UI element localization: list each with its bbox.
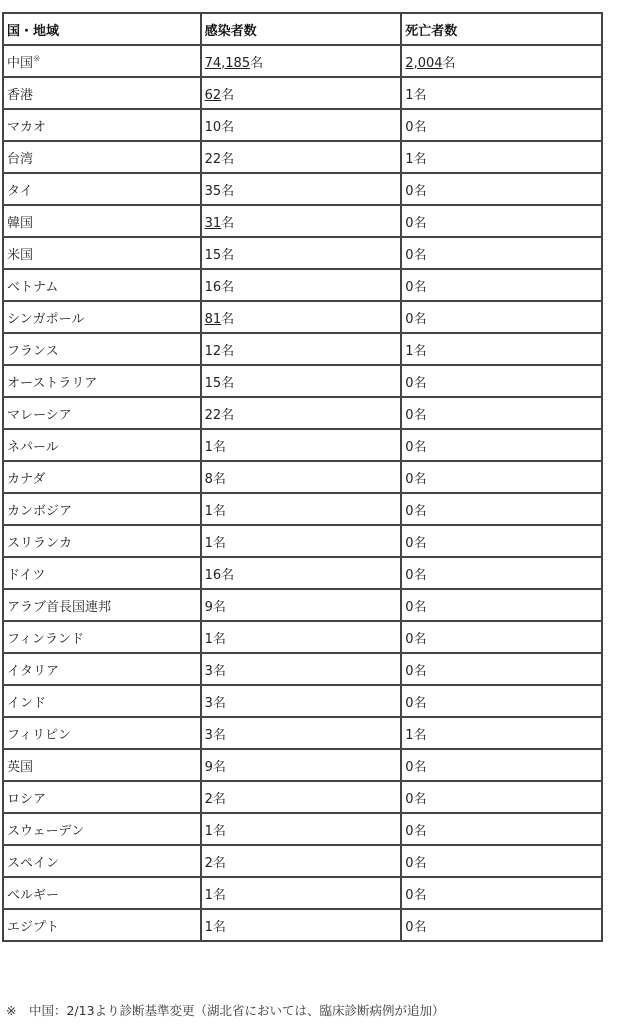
deaths-cell [401,77,602,109]
cases-cell [201,589,402,621]
deaths-cell [401,397,602,429]
unit-label: 名 [221,343,235,359]
region-name: 韓国 [7,215,34,231]
deaths-value: 0 [405,759,414,775]
deaths-value: 0 [405,663,414,679]
cases-cell [201,141,402,173]
region-cell [3,589,201,621]
region-cell [3,877,201,909]
unit-label: 名 [212,791,226,807]
deaths-value: 0 [405,823,414,839]
region-name: 台湾 [7,151,34,167]
unit-label: 名 [221,247,235,263]
cases-cell [201,365,402,397]
cases-value: 1 [204,503,213,519]
table-row [3,813,602,845]
region-cell [3,909,201,941]
region-name: マレーシア [7,407,72,423]
region-name: ドイツ [7,567,46,583]
cases-cell [201,653,402,685]
cases-value-link[interactable]: 81 [204,311,222,327]
unit-label: 名 [413,439,427,455]
table-row [3,749,602,781]
cases-cell [201,749,402,781]
unit-label: 名 [413,247,427,263]
region-cell [3,845,201,877]
deaths-cell [401,333,602,365]
unit-label: 名 [212,471,226,487]
cases-value: 3 [204,727,213,743]
cases-value: 1 [204,439,213,455]
region-cell [3,653,201,685]
footnote-mark: ※ [33,54,41,65]
unit-label: 名 [212,855,226,871]
deaths-value: 0 [405,535,414,551]
cases-value: 15 [204,247,222,263]
region-cell [3,685,201,717]
cases-value-link[interactable]: 74,185 [204,55,251,71]
table-row [3,845,602,877]
region-name: ベトナム [7,279,59,295]
unit-label: 名 [212,823,226,839]
deaths-cell [401,205,602,237]
unit-label: 名 [413,87,427,103]
cases-cell [201,909,402,941]
deaths-value: 1 [405,151,414,167]
cases-value: 22 [204,151,222,167]
unit-label: 名 [413,727,427,743]
deaths-value: 1 [405,727,414,743]
cases-value: 1 [204,887,213,903]
unit-label: 名 [212,919,226,935]
cases-cell [201,813,402,845]
cases-value: 15 [204,375,222,391]
unit-label: 名 [250,55,264,71]
region-name: イタリア [7,663,60,679]
cases-cell [201,301,402,333]
region-name: シンガポール [7,311,85,327]
table-row [3,173,602,205]
unit-label: 名 [221,311,235,327]
region-name: オーストラリア [7,375,98,391]
deaths-cell [401,557,602,589]
deaths-cell [401,429,602,461]
cases-cell [201,685,402,717]
deaths-value: 0 [405,247,414,263]
region-name: タイ [7,183,33,199]
deaths-cell [401,749,602,781]
region-name: スウェーデン [7,823,85,839]
region-cell [3,205,201,237]
unit-label: 名 [221,279,235,295]
region-name: インド [7,695,47,711]
deaths-value: 0 [405,631,414,647]
deaths-value: 0 [405,311,414,327]
table-row [3,653,602,685]
unit-label: 名 [212,535,226,551]
region-name: フィリピン [7,727,71,743]
deaths-cell [401,45,602,77]
region-cell [3,493,201,525]
region-cell [3,141,201,173]
cases-cell [201,461,402,493]
cases-cell [201,557,402,589]
cases-cell [201,109,402,141]
region-cell [3,77,201,109]
region-cell [3,173,201,205]
cases-value: 9 [204,759,213,775]
region-cell [3,301,201,333]
unit-label: 名 [413,503,427,519]
cases-value: 16 [204,567,222,583]
unit-label: 名 [413,311,427,327]
unit-label: 名 [413,343,427,359]
deaths-value: 0 [405,791,414,807]
deaths-value: 0 [405,887,414,903]
deaths-cell [401,781,602,813]
unit-label: 名 [413,695,427,711]
cases-value-link[interactable]: 62 [204,87,222,103]
unit-label: 名 [413,407,427,423]
unit-label: 名 [212,631,226,647]
footnote: ※ 中国：2/13より診断基準変更（湖北省においては、臨床診断病例が追加） [6,1003,445,1018]
cases-value: 1 [204,535,213,551]
table-row [3,781,602,813]
region-name: スペイン [7,855,60,871]
cases-cell [201,717,402,749]
deaths-value: 0 [405,407,414,423]
cases-value: 10 [204,119,222,135]
region-name: 米国 [7,247,34,263]
table-row [3,301,602,333]
cases-value: 1 [204,631,213,647]
region-cell [3,269,201,301]
cases-cell [201,845,402,877]
deaths-cell [401,589,602,621]
region-cell [3,333,201,365]
cases-cell [201,397,402,429]
cases-value: 35 [204,183,222,199]
deaths-value: 0 [405,471,414,487]
region-cell [3,461,201,493]
cases-cell [201,205,402,237]
deaths-cell [401,493,602,525]
cases-cell [201,621,402,653]
cases-value: 16 [204,279,222,295]
unit-label: 名 [413,183,427,199]
deaths-value: 0 [405,503,414,519]
unit-label: 名 [413,663,427,679]
deaths-cell [401,461,602,493]
unit-label: 名 [212,663,226,679]
region-name: カナダ [7,471,46,487]
unit-label: 名 [221,567,235,583]
cases-value: 1 [204,823,213,839]
cases-value: 1 [204,919,213,935]
unit-label: 名 [212,503,226,519]
deaths-value: 1 [405,343,414,359]
cases-value: 2 [204,855,213,871]
unit-label: 名 [221,183,235,199]
table-row [3,621,602,653]
cases-cell [201,333,402,365]
cases-cell [201,781,402,813]
table-row [3,429,602,461]
deaths-cell [401,237,602,269]
deaths-value: 1 [405,87,414,103]
cases-cell [201,77,402,109]
unit-label: 名 [413,855,427,871]
region-cell [3,813,201,845]
table-row [3,717,602,749]
region-name: フランス [7,343,59,359]
region-name: 中国 [7,55,34,71]
unit-label: 名 [221,375,235,391]
table-row [3,365,602,397]
region-name: ベルギー [7,887,60,903]
table-row [3,77,602,109]
cases-cell [201,493,402,525]
cases-cell [201,173,402,205]
deaths-cell [401,173,602,205]
unit-label: 名 [413,823,427,839]
table-row [3,269,602,301]
region-cell [3,397,201,429]
header-cases: 感染者数 [201,13,402,45]
region-name: 英国 [7,759,34,775]
table-row [3,461,602,493]
cases-cell [201,237,402,269]
header-row [3,13,602,45]
cases-cell [201,429,402,461]
unit-label: 名 [212,727,226,743]
unit-label: 名 [221,215,235,231]
region-cell [3,557,201,589]
unit-label: 名 [413,887,427,903]
deaths-value: 0 [405,599,414,615]
unit-label: 名 [413,151,427,167]
table-row [3,557,602,589]
table-row [3,909,602,941]
unit-label: 名 [212,439,226,455]
deaths-value: 0 [405,119,414,135]
table-row [3,237,602,269]
infection-table [2,12,603,942]
region-name: エジプト [7,919,60,935]
table-row [3,525,602,557]
table-row [3,685,602,717]
deaths-cell [401,365,602,397]
region-cell [3,109,201,141]
unit-label: 名 [413,567,427,583]
deaths-value: 0 [405,855,414,871]
deaths-cell [401,621,602,653]
table-row [3,141,602,173]
cases-cell [201,877,402,909]
unit-label: 名 [212,695,226,711]
header-deaths: 死亡者数 [401,13,602,45]
deaths-cell [401,301,602,333]
region-cell [3,717,201,749]
deaths-cell [401,653,602,685]
deaths-value-link[interactable]: 2,004 [405,55,443,71]
deaths-value: 0 [405,375,414,391]
region-cell [3,365,201,397]
region-name: ロシア [7,791,47,807]
table-row [3,397,602,429]
table-row [3,205,602,237]
unit-label: 名 [221,87,235,103]
cases-value: 2 [204,791,213,807]
deaths-value: 0 [405,279,414,295]
deaths-cell [401,717,602,749]
unit-label: 名 [413,215,427,231]
cases-cell [201,269,402,301]
deaths-cell [401,909,602,941]
deaths-cell [401,525,602,557]
deaths-cell [401,813,602,845]
region-cell [3,525,201,557]
deaths-cell [401,845,602,877]
region-name: スリランカ [7,535,73,551]
table-row [3,877,602,909]
deaths-value: 0 [405,439,414,455]
unit-label: 名 [413,119,427,135]
cases-cell [201,45,402,77]
unit-label: 名 [413,791,427,807]
deaths-value: 0 [405,567,414,583]
table-row [3,45,602,77]
unit-label: 名 [413,375,427,391]
unit-label: 名 [413,599,427,615]
deaths-cell [401,877,602,909]
unit-label: 名 [221,407,235,423]
region-cell [3,237,201,269]
table-row [3,493,602,525]
header-region: 国・地域 [3,13,201,45]
table-row [3,589,602,621]
unit-label: 名 [413,279,427,295]
region-name: 香港 [7,87,34,103]
deaths-cell [401,685,602,717]
unit-label: 名 [212,759,226,775]
cases-value: 8 [204,471,213,487]
deaths-cell [401,109,602,141]
unit-label: 名 [413,759,427,775]
unit-label: 名 [413,535,427,551]
region-name: アラブ首長国連邦 [7,599,112,615]
cases-value: 22 [204,407,222,423]
deaths-value: 0 [405,215,414,231]
cases-cell [201,525,402,557]
deaths-cell [401,269,602,301]
unit-label: 名 [221,119,235,135]
cases-value: 9 [204,599,213,615]
unit-label: 名 [413,631,427,647]
region-cell [3,749,201,781]
region-name: マカオ [7,119,47,135]
unit-label: 名 [442,55,456,71]
deaths-cell [401,141,602,173]
deaths-value: 0 [405,183,414,199]
region-cell [3,429,201,461]
unit-label: 名 [212,599,226,615]
region-cell [3,781,201,813]
region-cell [3,45,201,77]
region-name: ネパール [7,439,59,455]
unit-label: 名 [413,471,427,487]
unit-label: 名 [212,887,226,903]
cases-value: 3 [204,663,213,679]
cases-value: 3 [204,695,213,711]
table-row [3,109,602,141]
cases-value: 12 [204,343,222,359]
region-name: フィンランド [7,631,84,647]
unit-label: 名 [413,919,427,935]
unit-label: 名 [221,151,235,167]
table-row [3,333,602,365]
deaths-value: 0 [405,919,414,935]
deaths-value: 0 [405,695,414,711]
region-cell [3,621,201,653]
cases-value-link[interactable]: 31 [204,215,222,231]
region-name: カンボジア [7,503,73,519]
